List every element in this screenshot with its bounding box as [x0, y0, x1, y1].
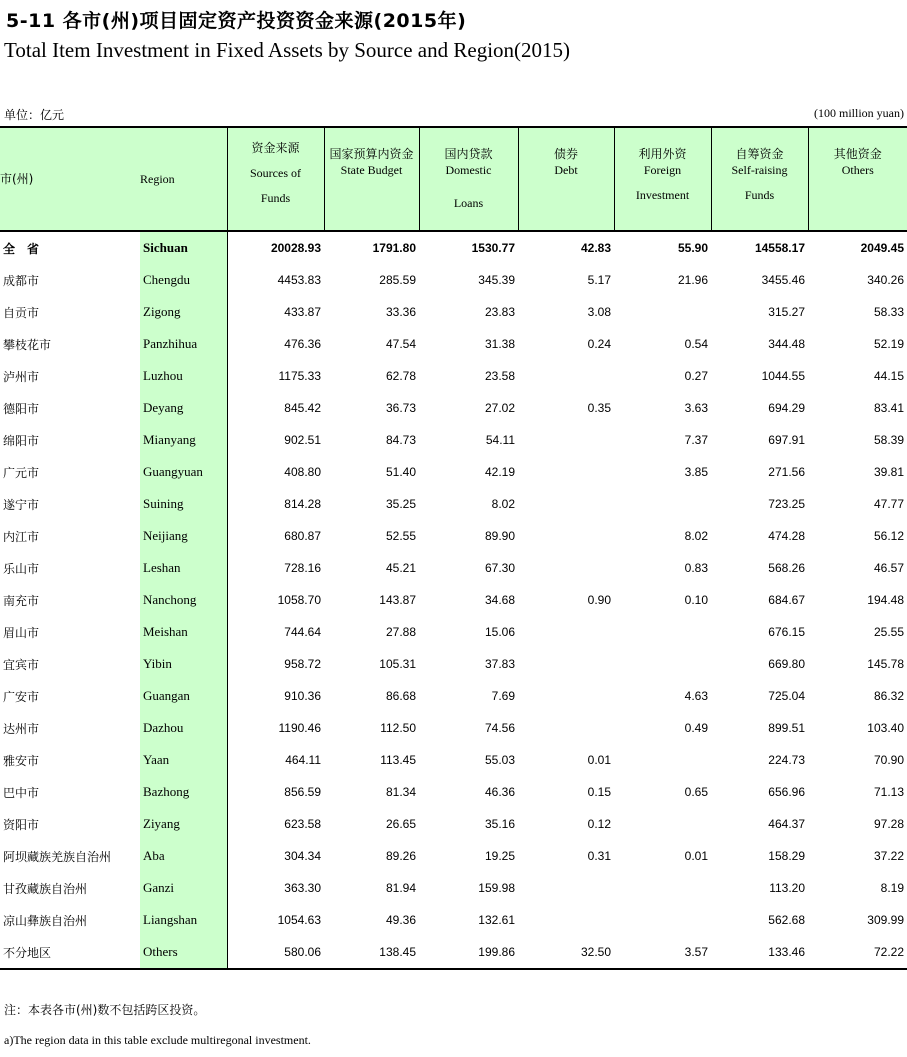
cell-sources: 845.42: [284, 401, 321, 415]
cell-foreign-investment: 4.63: [684, 689, 708, 703]
cell-others: 46.57: [873, 561, 904, 575]
cell-state-budget: 47.54: [385, 337, 416, 351]
table-row: [0, 904, 907, 936]
cell-domestic-loans: 42.19: [484, 465, 515, 479]
cell-debt: 0.35: [587, 401, 611, 415]
cell-self-raising: 315.27: [768, 305, 805, 319]
cell-region-en: Zigong: [140, 296, 227, 328]
cell-foreign-investment: [614, 904, 711, 936]
cell-region-en: Guangan: [140, 680, 227, 712]
cell-others: 37.22: [873, 849, 904, 863]
cell-city-cn: 成都市: [3, 273, 40, 288]
cell-foreign-investment: 55.90: [677, 241, 708, 255]
cell-domestic-loans: 34.68: [484, 593, 515, 607]
cell-self-raising: 669.80: [768, 657, 805, 671]
cell-city-cn: 雅安市: [3, 753, 40, 768]
table-row: [0, 680, 907, 712]
header-others: 其他资金 Others: [808, 127, 907, 231]
cell-state-budget: 35.25: [385, 497, 416, 511]
cell-sources: 856.59: [284, 785, 321, 799]
table-row: [0, 776, 907, 808]
cell-others: 86.32: [873, 689, 904, 703]
footnote-cn: 注：本表各市(州)数不包括跨区投资。: [4, 1003, 206, 1017]
header-foreign-investment: 利用外资 Foreign Investment: [614, 127, 711, 231]
table-row: [0, 296, 907, 328]
cell-self-raising: 684.67: [768, 593, 805, 607]
cell-domestic-loans: 8.02: [491, 497, 515, 511]
cell-debt: [518, 616, 614, 648]
cell-debt: [518, 904, 614, 936]
cell-state-budget: 49.36: [385, 913, 416, 927]
cell-others: 58.39: [873, 433, 904, 447]
cell-self-raising: 464.37: [768, 817, 805, 831]
cell-foreign-investment: 0.27: [684, 369, 708, 383]
cell-self-raising: 725.04: [768, 689, 805, 703]
table-row: [0, 520, 907, 552]
table-row: [0, 712, 907, 744]
table-row: [0, 456, 907, 488]
cell-self-raising: 158.29: [768, 849, 805, 863]
cell-sources: 1175.33: [278, 369, 321, 383]
unit-label-cn: 单位：亿元: [4, 108, 65, 122]
cell-state-budget: 52.55: [385, 529, 416, 543]
cell-others: 194.48: [867, 593, 904, 607]
cell-region-en: Neijiang: [140, 520, 227, 552]
cell-domestic-loans: 23.58: [484, 369, 515, 383]
cell-debt: [518, 552, 614, 584]
cell-city-cn: 达州市: [3, 721, 40, 736]
cell-foreign-investment: [614, 648, 711, 680]
cell-debt: 0.31: [587, 849, 611, 863]
cell-others: 44.15: [873, 369, 904, 383]
cell-foreign-investment: [614, 296, 711, 328]
cell-debt: 0.12: [587, 817, 611, 831]
cell-sources: 958.72: [284, 657, 321, 671]
cell-city-cn: 绵阳市: [3, 433, 40, 448]
cell-domestic-loans: 199.86: [478, 945, 515, 959]
cell-region-en: Nanchong: [140, 584, 227, 616]
cell-self-raising: 474.28: [768, 529, 805, 543]
cell-region-en: Bazhong: [140, 776, 227, 808]
cell-sources: 464.11: [285, 753, 321, 767]
cell-self-raising: 271.56: [768, 465, 805, 479]
cell-debt: 0.24: [587, 337, 611, 351]
cell-foreign-investment: 3.57: [684, 945, 708, 959]
cell-region-en: Liangshan: [140, 904, 227, 936]
cell-foreign-investment: 3.85: [684, 465, 708, 479]
cell-foreign-investment: 0.65: [684, 785, 708, 799]
table-header-row: [0, 127, 907, 231]
cell-self-raising: 723.25: [768, 497, 805, 511]
cell-state-budget: 89.26: [385, 849, 416, 863]
cell-foreign-investment: 0.83: [684, 561, 708, 575]
cell-sources: 304.34: [284, 849, 321, 863]
cell-state-budget: 86.68: [385, 689, 416, 703]
cell-city-cn: 阿坝藏族羌族自治州: [3, 849, 112, 864]
cell-region-en: Ganzi: [140, 872, 227, 904]
cell-debt: [518, 360, 614, 392]
cell-state-budget: 62.78: [385, 369, 416, 383]
cell-city-cn: 遂宁市: [3, 497, 40, 512]
cell-region-en: Yaan: [140, 744, 227, 776]
cell-foreign-investment: 8.02: [684, 529, 708, 543]
cell-others: 97.28: [873, 817, 904, 831]
cell-region-en: Chengdu: [140, 264, 227, 296]
table-row: [0, 744, 907, 776]
cell-sources: 363.30: [284, 881, 321, 895]
cell-state-budget: 285.59: [379, 273, 416, 287]
cell-debt: 0.01: [587, 753, 611, 767]
cell-domestic-loans: 1530.77: [471, 241, 515, 255]
header-domestic-loans: 国内贷款 Domestic Loans: [419, 127, 518, 231]
table-row: [0, 264, 907, 296]
cell-others: 2049.45: [860, 241, 904, 255]
cell-foreign-investment: [614, 488, 711, 520]
cell-state-budget: 81.34: [385, 785, 416, 799]
cell-city-cn: 眉山市: [3, 625, 40, 640]
cell-domestic-loans: 7.69: [491, 689, 515, 703]
cell-foreign-investment: [614, 744, 711, 776]
table-row: [0, 360, 907, 392]
cell-state-budget: 138.45: [379, 945, 416, 959]
cell-debt: [518, 680, 614, 712]
cell-region-en: Suining: [140, 488, 227, 520]
cell-foreign-investment: [614, 808, 711, 840]
cell-self-raising: 568.26: [768, 561, 805, 575]
cell-region-en: Sichuan: [140, 231, 227, 264]
cell-city-cn: 资阳市: [3, 817, 40, 832]
cell-debt: 0.90: [587, 593, 611, 607]
cell-others: 309.99: [867, 913, 904, 927]
table-row: [0, 552, 907, 584]
cell-domestic-loans: 27.02: [484, 401, 515, 415]
cell-city-cn: 攀枝花市: [3, 337, 52, 352]
table-row: [0, 840, 907, 872]
cell-foreign-investment: 0.10: [684, 593, 708, 607]
cell-city-cn: 广元市: [3, 465, 40, 480]
cell-others: 340.26: [867, 273, 904, 287]
cell-self-raising: 344.48: [768, 337, 805, 351]
cell-foreign-investment: [614, 616, 711, 648]
page-title-en: Total Item Investment in Fixed Assets by Source and Region(2015): [4, 38, 571, 62]
cell-self-raising: 899.51: [768, 721, 805, 735]
table-row: [0, 808, 907, 840]
table-row: [0, 648, 907, 680]
cell-others: 25.55: [873, 625, 904, 639]
cell-foreign-investment: 7.37: [684, 433, 708, 447]
cell-region-en: Guangyuan: [140, 456, 227, 488]
cell-self-raising: 133.46: [768, 945, 805, 959]
cell-foreign-investment: 3.63: [684, 401, 708, 415]
cell-foreign-investment: [614, 872, 711, 904]
cell-debt: 5.17: [587, 273, 611, 287]
cell-city-cn: 南充市: [3, 593, 40, 608]
cell-state-budget: 143.87: [379, 593, 416, 607]
cell-others: 39.81: [873, 465, 904, 479]
header-region: Region: [140, 127, 227, 231]
cell-foreign-investment: 0.01: [684, 849, 708, 863]
table-row: [0, 424, 907, 456]
cell-debt: 3.08: [587, 305, 611, 319]
table-row: [0, 584, 907, 616]
cell-city-cn: 自贡市: [3, 305, 40, 320]
cell-state-budget: 1791.80: [372, 241, 416, 255]
cell-domestic-loans: 35.16: [484, 817, 515, 831]
cell-city-cn: 乐山市: [3, 561, 40, 576]
cell-self-raising: 656.96: [768, 785, 805, 799]
cell-self-raising: 1044.55: [761, 369, 805, 383]
cell-others: 8.19: [880, 881, 904, 895]
cell-debt: [518, 520, 614, 552]
cell-region-en: Meishan: [140, 616, 227, 648]
cell-region-en: Aba: [140, 840, 227, 872]
cell-domestic-loans: 19.25: [484, 849, 515, 863]
cell-city-cn: 甘孜藏族自治州: [3, 881, 88, 896]
cell-city-cn: 泸州市: [3, 369, 40, 384]
cell-sources: 1058.70: [277, 593, 321, 607]
cell-domestic-loans: 54.11: [485, 433, 515, 447]
cell-sources: 728.16: [284, 561, 321, 575]
table-row: [0, 936, 907, 969]
header-self-raising: 自筹资金 Self-raising Funds: [711, 127, 808, 231]
cell-city-cn: 不分地区: [3, 945, 52, 960]
table-row: [0, 328, 907, 360]
cell-others: 70.90: [873, 753, 904, 767]
cell-others: 58.33: [873, 305, 904, 319]
cell-sources: 1054.63: [277, 913, 321, 927]
header-sources: 资金来源 Sources of Funds: [227, 127, 324, 231]
footnote-en: a)The region data in this table exclude multiregonal investment.: [4, 1033, 311, 1047]
cell-others: 83.41: [873, 401, 904, 415]
cell-region-en: Panzhihua: [140, 328, 227, 360]
cell-debt: [518, 456, 614, 488]
cell-self-raising: 694.29: [768, 401, 805, 415]
cell-domestic-loans: 74.56: [484, 721, 515, 735]
cell-region-en: Luzhou: [140, 360, 227, 392]
cell-domestic-loans: 15.06: [484, 625, 515, 639]
cell-debt: [518, 872, 614, 904]
cell-state-budget: 27.88: [385, 625, 416, 639]
cell-self-raising: 224.73: [768, 753, 805, 767]
cell-state-budget: 36.73: [385, 401, 416, 415]
cell-foreign-investment: 0.49: [684, 721, 708, 735]
cell-domestic-loans: 132.61: [478, 913, 515, 927]
table-row: [0, 392, 907, 424]
cell-city-cn: 德阳市: [3, 401, 40, 416]
cell-region-en: Mianyang: [140, 424, 227, 456]
cell-others: 72.22: [873, 945, 904, 959]
cell-self-raising: 14558.17: [754, 241, 805, 255]
cell-region-en: Others: [140, 936, 227, 969]
table-row: [0, 616, 907, 648]
unit-label-en: (100 million yuan): [814, 106, 904, 120]
cell-domestic-loans: 345.39: [478, 273, 515, 287]
cell-state-budget: 45.21: [385, 561, 416, 575]
cell-others: 52.19: [873, 337, 904, 351]
cell-sources: 623.58: [284, 817, 321, 831]
cell-self-raising: 676.15: [768, 625, 805, 639]
table-row: [0, 872, 907, 904]
cell-debt: [518, 712, 614, 744]
cell-sources: 4453.83: [277, 273, 321, 287]
cell-state-budget: 26.65: [385, 817, 416, 831]
cell-self-raising: 697.91: [768, 433, 805, 447]
cell-foreign-investment: 21.96: [677, 273, 708, 287]
page-title-cn: 5-11 各市(州)项目固定资产投资资金来源(2015年): [6, 10, 467, 32]
cell-debt: 32.50: [580, 945, 611, 959]
cell-sources: 408.80: [284, 465, 321, 479]
cell-domestic-loans: 31.38: [484, 337, 515, 351]
header-state-budget: 国家预算内资金 State Budget: [324, 127, 419, 231]
cell-sources: 814.28: [284, 497, 321, 511]
table-row: [0, 488, 907, 520]
cell-domestic-loans: 37.83: [484, 657, 515, 671]
cell-sources: 902.51: [284, 433, 321, 447]
cell-domestic-loans: 23.83: [484, 305, 515, 319]
cell-city-cn: 广安市: [3, 689, 40, 704]
cell-domestic-loans: 67.30: [484, 561, 515, 575]
cell-others: 71.13: [873, 785, 904, 799]
cell-state-budget: 112.50: [380, 721, 416, 735]
cell-state-budget: 51.40: [385, 465, 416, 479]
cell-state-budget: 113.45: [380, 753, 416, 767]
cell-self-raising: 113.20: [769, 881, 805, 895]
cell-city-cn: 巴中市: [3, 785, 40, 800]
cell-others: 103.40: [867, 721, 904, 735]
cell-sources: 680.87: [284, 529, 321, 543]
cell-state-budget: 81.94: [385, 881, 416, 895]
cell-sources: 433.87: [284, 305, 321, 319]
cell-region-en: Leshan: [140, 552, 227, 584]
cell-region-en: Dazhou: [140, 712, 227, 744]
cell-sources: 744.64: [284, 625, 321, 639]
header-debt: 债券 Debt: [518, 127, 614, 231]
cell-self-raising: 3455.46: [761, 273, 805, 287]
cell-debt: [518, 488, 614, 520]
cell-sources: 476.36: [284, 337, 321, 351]
cell-state-budget: 84.73: [385, 433, 416, 447]
cell-sources: 20028.93: [270, 241, 321, 255]
cell-others: 56.12: [873, 529, 904, 543]
cell-debt: [518, 648, 614, 680]
cell-debt: 0.15: [587, 785, 611, 799]
cell-state-budget: 33.36: [385, 305, 416, 319]
cell-sources: 1190.46: [278, 721, 321, 735]
cell-city-cn: 全 省: [3, 241, 40, 256]
cell-foreign-investment: 0.54: [684, 337, 708, 351]
cell-city-cn: 内江市: [3, 529, 40, 544]
cell-region-en: Yibin: [140, 648, 227, 680]
cell-sources: 580.06: [284, 945, 321, 959]
cell-domestic-loans: 89.90: [484, 529, 515, 543]
cell-city-cn: 宜宾市: [3, 657, 40, 672]
cell-debt: [518, 424, 614, 456]
cell-state-budget: 105.31: [379, 657, 416, 671]
cell-domestic-loans: 55.03: [484, 753, 515, 767]
investment-table: [0, 126, 907, 970]
table-row-total: [0, 231, 907, 264]
cell-city-cn: 凉山彝族自治州: [3, 913, 88, 928]
cell-others: 145.78: [867, 657, 904, 671]
cell-others: 47.77: [873, 497, 904, 511]
cell-debt: 42.83: [580, 241, 611, 255]
cell-domestic-loans: 46.36: [484, 785, 515, 799]
cell-region-en: Ziyang: [140, 808, 227, 840]
cell-region-en: Deyang: [140, 392, 227, 424]
cell-self-raising: 562.68: [768, 913, 805, 927]
cell-domestic-loans: 159.98: [478, 881, 515, 895]
header-city: 市(州): [0, 127, 140, 231]
cell-sources: 910.36: [284, 689, 321, 703]
